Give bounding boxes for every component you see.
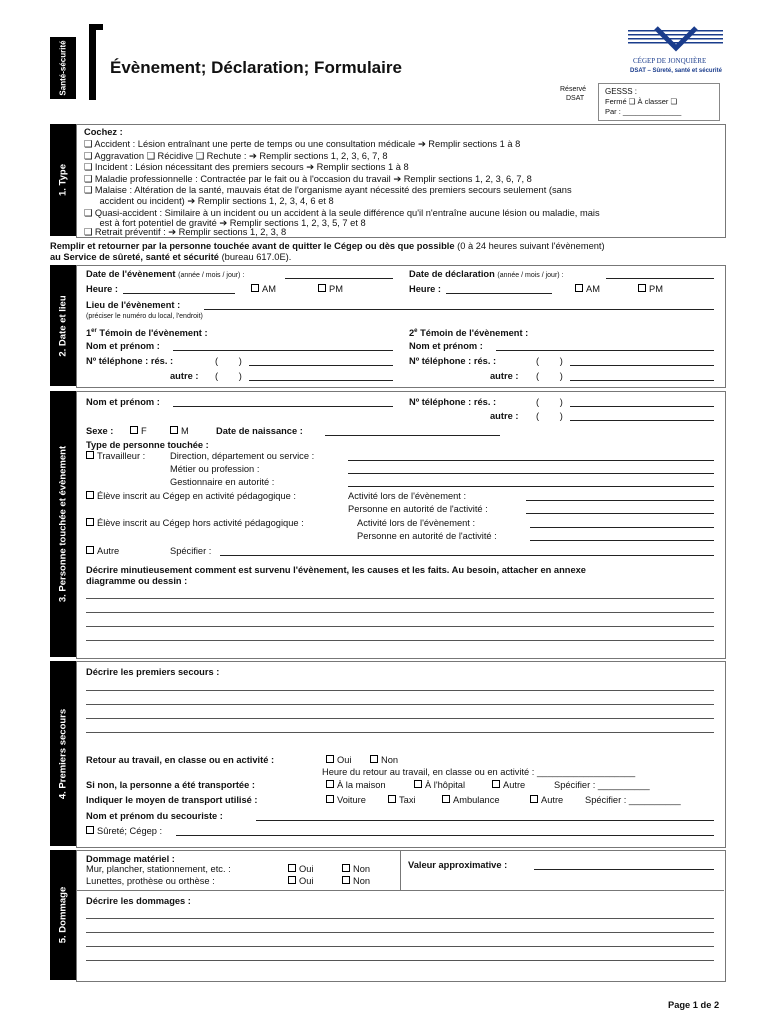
personne-aut2-field[interactable] (530, 540, 714, 541)
evenement-line-1[interactable] (86, 598, 714, 599)
personne-autre-label: autre : (490, 411, 519, 421)
logo-subtext: DSAT – Sûreté, santé et sécurité (630, 68, 722, 74)
dommages-line-4[interactable] (86, 960, 714, 961)
dommage-label: Dommage matériel : (86, 854, 175, 864)
specifier-label: Spécifier : (170, 546, 212, 556)
secours-line-2[interactable] (86, 704, 714, 705)
metier-label: Métier ou profession : (170, 464, 260, 474)
moyen-autre-checkbox[interactable]: Autre (530, 795, 563, 806)
temoin1-title: 1er Témoin de l'évènement : (86, 328, 208, 339)
dommages-line-1[interactable] (86, 918, 714, 919)
sexe-m-checkbox[interactable]: M (170, 426, 189, 437)
section1-label: 1. Type (50, 124, 76, 236)
type-personne-label: Type de personne touchée : (86, 440, 209, 450)
maison-checkbox[interactable]: À la maison (326, 780, 386, 791)
personne-tel-paren: ( ) (536, 397, 563, 407)
pm2-checkbox[interactable]: PM (638, 284, 663, 295)
heure2-field[interactable] (446, 293, 552, 294)
reserve-label: Réservé (560, 86, 587, 93)
personne-tel-label: Nº téléphone : rés. : (409, 397, 497, 407)
lieu-hint: (préciser le numéro du local, l'endroit) (86, 313, 203, 320)
secours-line-4[interactable] (86, 732, 714, 733)
temoin1-nom-label: Nom et prénom : (86, 341, 160, 351)
temoin1-autre-paren: ( ) (215, 371, 242, 381)
transport-label: Si non, la personne a été transportée : (86, 780, 255, 790)
retour-non-checkbox[interactable]: Non (370, 755, 398, 766)
temoin1-autre-label: autre : (170, 371, 199, 381)
voiture-checkbox[interactable]: Voiture (326, 795, 366, 806)
temoin1-tel-field[interactable] (249, 365, 393, 366)
dommages-line-3[interactable] (86, 946, 714, 947)
section5-divider-h (76, 890, 724, 891)
type-option-malaise[interactable]: ❑ Malaise : Altération de la santé, mauvais état de l'organisme ayant nécessité des premiers secours seulement (sans (84, 185, 572, 195)
specifier-field[interactable] (220, 555, 714, 556)
heure1-field[interactable] (123, 293, 235, 294)
type-option-maladie[interactable]: ❑ Maladie professionnelle : Contractée par le fait ou à l'occasion du travail ➔ Remplir sections 1, 2, 3, 6, 7, 8 (84, 174, 532, 184)
naissance-field[interactable] (325, 435, 500, 436)
personne-nom-field[interactable] (173, 406, 393, 407)
decrire-dommages-label: Décrire les dommages : (86, 896, 191, 906)
heure-retour-label[interactable]: Heure du retour au travail, en classe ou en activité : ___________________ (322, 767, 636, 777)
temoin2-tel-label: Nº téléphone : rés. : (409, 356, 497, 366)
evenement-line-4[interactable] (86, 640, 714, 641)
page-number: Page 1 de 2 (668, 1000, 720, 1010)
travailleur-checkbox[interactable]: Travailleur : (86, 451, 145, 462)
temoin1-nom-field[interactable] (173, 350, 393, 351)
notice-line2: au Service de sûreté, santé et sécurité (bureau 617.0E). (50, 252, 292, 262)
premiers-secours-label: Décrire les premiers secours : (86, 667, 220, 677)
eleve-in-checkbox[interactable]: Élève inscrit au Cégep en activité pédagogique : (86, 491, 296, 502)
page-title: Évènement; Déclaration; Formulaire (110, 58, 402, 77)
date-decl-field[interactable] (606, 278, 714, 279)
section2-label: 2. Date et lieu (50, 265, 76, 386)
personne-tel-field[interactable] (570, 406, 714, 407)
mur-oui-checkbox[interactable]: Oui (288, 864, 313, 875)
gesss-title: GESSS : (605, 87, 638, 96)
transport-specifier[interactable]: Spécifier : __________ (554, 780, 650, 790)
temoin2-title: 2e Témoin de l'évènement : (409, 328, 529, 339)
title-bracket (89, 24, 96, 100)
secours-line-1[interactable] (86, 690, 714, 691)
temoin1-autre-field[interactable] (249, 380, 393, 381)
temoin2-autre-field[interactable] (570, 380, 714, 381)
gestionnaire-field[interactable] (348, 486, 714, 487)
dommages-line-2[interactable] (86, 932, 714, 933)
pm1-checkbox[interactable]: PM (318, 284, 343, 295)
lieu-label: Lieu de l'évènement : (86, 300, 181, 310)
personne-nom-label: Nom et prénom : (86, 397, 160, 407)
temoin1-tel-paren: ( ) (215, 356, 242, 366)
surete-checkbox[interactable]: Sûreté; Cégep : (86, 826, 162, 837)
title-bracket-top (89, 24, 103, 30)
retour-oui-checkbox[interactable]: Oui (326, 755, 351, 766)
eleve-out-checkbox[interactable]: Élève inscrit au Cégep hors activité pédagogique : (86, 518, 304, 529)
activite-field[interactable] (526, 500, 714, 501)
ambulance-checkbox[interactable]: Ambulance (442, 795, 500, 806)
temoin2-autre-label: autre : (490, 371, 519, 381)
mur-non-checkbox[interactable]: Non (342, 864, 370, 875)
moyen-specifier[interactable]: Spécifier : __________ (585, 795, 681, 805)
type-option-quasi-cont: est à fort potentiel de gravité ➔ Remplir sections 1, 2, 3, 5, 7 et 8 (84, 218, 366, 228)
type-option-aggravation[interactable]: ❑ Aggravation ❑ Récidive ❑ Rechute : ➔ Remplir sections 1, 2, 3, 6, 7, 8 (84, 151, 388, 161)
notice-line1: Remplir et retourner par la personne touchée avant de quitter le Cégep ou dès que possible (0 à 24 heures suivant l'évènement) (50, 241, 605, 251)
type-option-quasi[interactable]: ❑ Quasi-accident : Similaire à un incident ou un accident à la seule différence qu'il n'entraîne aucune lésion ou maladie, mais (84, 208, 600, 218)
valeur-field[interactable] (534, 869, 714, 870)
personne-autre-paren: ( ) (536, 411, 563, 421)
section1-cochez: Cochez : (84, 127, 123, 137)
logo-text: CÉGEP DE JONQUIÈRE (633, 57, 707, 65)
reserve-dsat: DSAT (566, 95, 585, 102)
type-option-malaise-cont: accident ou incident) ➔ Remplir sections 1, 2, 3, 4, 6 et 8 (84, 196, 334, 206)
retour-label: Retour au travail, en classe ou en activité : (86, 755, 275, 765)
heure1-label: Heure : (86, 284, 119, 294)
temoin2-autre-paren: ( ) (536, 371, 563, 381)
section5-label: 5. Dommage (50, 850, 76, 980)
secouriste-field[interactable] (256, 820, 714, 821)
personne-aut2-label: Personne en autorité de l'activité : (357, 531, 497, 541)
type-option-incident[interactable]: ❑ Incident : Lésion nécessitant des premiers secours ➔ Remplir sections 1 à 8 (84, 162, 409, 172)
activite-label: Activité lors de l'évènement : (348, 491, 467, 501)
section4-label: 4. Premiers secours (50, 661, 76, 846)
lieu-field[interactable] (204, 309, 714, 310)
lunettes-non-checkbox[interactable]: Non (342, 876, 370, 887)
hopital-checkbox[interactable]: À l'hôpital (414, 780, 465, 791)
activite2-label: Activité lors de l'évènement : (357, 518, 476, 528)
type-option-accident[interactable]: ❑ Accident : Lésion entraînant une perte de temps ou une consultation médicale ➔ Remplir sections 1 à 8 (84, 139, 521, 149)
gesss-status: Fermé ❑ À classer ❑ (605, 97, 678, 106)
secours-line-3[interactable] (86, 718, 714, 719)
naissance-label: Date de naissance : (216, 426, 303, 436)
college-logo (628, 18, 723, 58)
surete-field[interactable] (176, 835, 714, 836)
date-decl-label: Date de déclaration (année / mois / jour) : (409, 269, 564, 279)
direction-label: Direction, département ou service : (170, 451, 315, 461)
moyen-label: Indiquer le moyen de transport utilisé : (86, 795, 258, 805)
mur-label: Mur, plancher, stationnement, etc. : (86, 864, 231, 874)
date-event-label: Date de l'évènement (année / mois / jour) : (86, 269, 245, 279)
lunettes-oui-checkbox[interactable]: Oui (288, 876, 313, 887)
header-side-label: Santé-sécurité (50, 37, 76, 99)
temoin2-tel-paren: ( ) (536, 356, 563, 366)
direction-field[interactable] (348, 460, 714, 461)
am2-checkbox[interactable]: AM (575, 284, 600, 295)
date-event-field[interactable] (285, 278, 393, 279)
gesss-par: Par : ______________ (605, 107, 682, 116)
sexe-label: Sexe : (86, 426, 114, 436)
type-option-retrait[interactable]: ❑ Retrait préventif : ➔ Remplir sections 1, 2, 3, 8 (84, 227, 287, 237)
section3-label: 3. Personne touchée et évènement (50, 391, 76, 657)
personne-aut-label: Personne en autorité de l'activité : (348, 504, 488, 514)
activite2-field[interactable] (530, 527, 714, 528)
section5-divider-v (400, 850, 401, 890)
secouriste-label: Nom et prénom du secouriste : (86, 811, 223, 821)
personne-aut-field[interactable] (526, 513, 714, 514)
evenement-line-3[interactable] (86, 626, 714, 627)
gestionnaire-label: Gestionnaire en autorité : (170, 477, 275, 487)
temoin2-nom-field[interactable] (496, 350, 714, 351)
temoin2-tel-field[interactable] (570, 365, 714, 366)
temoin2-nom-label: Nom et prénom : (409, 341, 483, 351)
sexe-f-checkbox[interactable]: F (130, 426, 147, 437)
valeur-label: Valeur approximative : (408, 860, 508, 870)
personne-autre-field[interactable] (570, 420, 714, 421)
am1-checkbox[interactable]: AM (251, 284, 276, 295)
metier-field[interactable] (348, 473, 714, 474)
lunettes-label: Lunettes, prothèse ou orthèse : (86, 876, 215, 886)
evenement-line-2[interactable] (86, 612, 714, 613)
taxi-checkbox[interactable]: Taxi (388, 795, 416, 806)
autre-checkbox[interactable]: Autre (86, 546, 119, 557)
heure2-label: Heure : (409, 284, 442, 294)
decrire-evenement-label-1: Décrire minutieusement comment est survenu l'évènement, les causes et les faits. Au besoin, attacher en annexe (86, 565, 586, 575)
decrire-evenement-label-2: diagramme ou dessin : (86, 576, 188, 586)
transport-autre-checkbox[interactable]: Autre (492, 780, 525, 791)
temoin1-tel-label: Nº téléphone : rés. : (86, 356, 174, 366)
